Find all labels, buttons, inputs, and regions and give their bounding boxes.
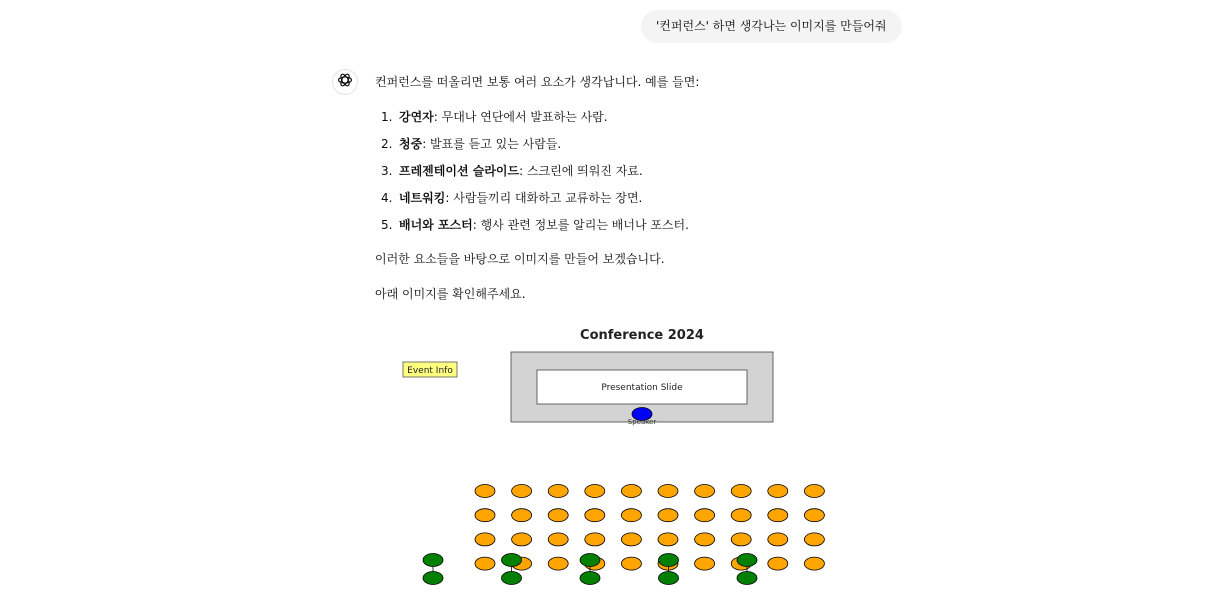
networking-person — [502, 572, 522, 585]
assistant-message — [375, 72, 895, 304]
audience-member — [621, 557, 641, 570]
list-term: 배너와 포스터 — [399, 218, 473, 232]
speaker-label: Speaker — [627, 418, 657, 426]
user-message-text: '컨퍼런스' 하면 생각나는 이미지를 만들어줘 — [656, 19, 887, 33]
audience-member — [658, 485, 678, 498]
audience-member — [658, 509, 678, 522]
audience-member — [731, 509, 751, 522]
audience-member — [731, 533, 751, 546]
assistant-intro: 컨퍼런스를 떠올리면 보통 여러 요소가 생각납니다. 예를 들면: — [375, 75, 700, 89]
list-desc: : 발표를 듣고 있는 사람들. — [422, 137, 562, 151]
openai-logo-icon — [337, 72, 353, 92]
audience-member — [475, 557, 495, 570]
audience-member — [475, 533, 495, 546]
figure-title: Conference 2024 — [580, 328, 704, 343]
networking-person — [659, 554, 679, 567]
audience-member — [731, 485, 751, 498]
list-item — [375, 135, 895, 153]
audience-member — [804, 509, 824, 522]
list-term: 청중 — [399, 137, 423, 151]
audience-member — [768, 533, 788, 546]
audience-member — [585, 485, 605, 498]
audience-member — [475, 509, 495, 522]
audience-member — [768, 509, 788, 522]
list-number: 4. — [381, 191, 393, 205]
networking-person — [502, 554, 522, 567]
assistant-paragraph-3: 아래 이미지를 확인해주세요. — [375, 287, 526, 301]
list-desc: : 스크린에 띄워진 자료. — [519, 164, 643, 178]
audience-member — [621, 509, 641, 522]
networking-person — [423, 554, 443, 567]
list-number: 5. — [381, 218, 393, 232]
list-term: 강연자 — [399, 110, 434, 124]
list-item — [375, 216, 895, 234]
audience-member — [548, 533, 568, 546]
audience-member — [768, 557, 788, 570]
audience-member — [585, 509, 605, 522]
audience-member — [512, 485, 532, 498]
assistant-paragraph-2: 이러한 요소들을 바탕으로 이미지를 만들어 보겠습니다. — [375, 252, 665, 266]
networking-person — [659, 572, 679, 585]
audience-member — [695, 557, 715, 570]
audience-member — [548, 509, 568, 522]
audience-member — [548, 485, 568, 498]
list-item — [375, 162, 895, 180]
list-desc: : 행사 관련 정보를 알리는 배너나 포스터. — [472, 218, 689, 232]
assistant-avatar — [332, 69, 358, 95]
conference-figure — [395, 322, 835, 604]
audience — [475, 485, 824, 571]
audience-member — [804, 533, 824, 546]
audience-member — [695, 533, 715, 546]
list-term: 프레젠테이션 슬라이드 — [399, 164, 520, 178]
networking-person — [580, 572, 600, 585]
networking-person — [737, 554, 757, 567]
list-item — [375, 189, 895, 207]
slide-label: Presentation Slide — [601, 383, 683, 393]
audience-member — [804, 557, 824, 570]
networking-person — [423, 572, 443, 585]
audience-member — [475, 485, 495, 498]
user-message-bubble — [641, 10, 902, 43]
element-list — [375, 108, 895, 234]
networking-person — [580, 554, 600, 567]
audience-member — [548, 557, 568, 570]
networking-person — [737, 572, 757, 585]
audience-member — [512, 509, 532, 522]
audience-member — [658, 533, 678, 546]
list-item — [375, 108, 895, 126]
list-term: 네트워킹 — [399, 191, 446, 205]
audience-member — [768, 485, 788, 498]
audience-member — [621, 485, 641, 498]
audience-member — [695, 485, 715, 498]
event-info-label: Event Info — [407, 366, 453, 376]
list-desc: : 무대나 연단에서 발표하는 사람. — [433, 110, 608, 124]
list-number: 3. — [381, 164, 393, 178]
audience-member — [695, 509, 715, 522]
audience-member — [512, 533, 532, 546]
list-number: 2. — [381, 137, 393, 151]
list-number: 1. — [381, 110, 393, 124]
audience-member — [804, 485, 824, 498]
audience-member — [621, 533, 641, 546]
conference-illustration — [395, 322, 835, 604]
list-desc: : 사람들끼리 대화하고 교류하는 장면. — [445, 191, 643, 205]
audience-member — [585, 533, 605, 546]
